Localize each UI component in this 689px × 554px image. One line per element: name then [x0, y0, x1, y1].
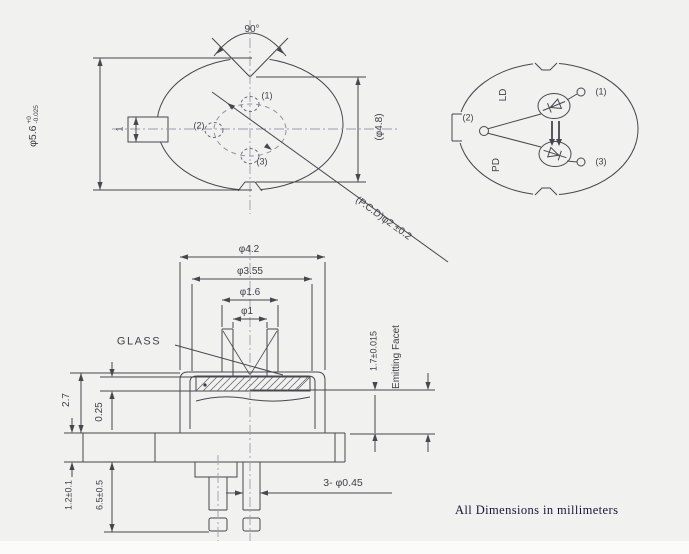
pinout-pin-label-2: (2) — [462, 112, 474, 123]
page-margin — [0, 541, 689, 554]
units-note: All Dimensions in millimeters — [455, 503, 619, 517]
dim-angle-label: 90° — [244, 24, 260, 35]
dim-lead-diameter-label: 3- φ0.45 — [323, 476, 363, 489]
emitting-facet-label: Emitting Facet — [391, 325, 402, 389]
pin-hole-2 — [205, 123, 223, 138]
pinout-pin-2 — [480, 127, 489, 136]
pinout-pin-label-1: (1) — [595, 86, 607, 97]
pinout-pin-1 — [577, 88, 585, 96]
light-arrows-icon — [549, 121, 562, 146]
dim-glass-offset-label: 0.25 — [94, 402, 105, 422]
outer-diameter-value: φ5.6 — [26, 125, 39, 147]
chip-dot — [203, 383, 206, 386]
glass-label: GLASS — [116, 335, 162, 348]
dim-aperture-diameter-label: φ1 — [240, 306, 254, 317]
pinout-drawing — [450, 58, 638, 200]
glass-window — [196, 377, 310, 391]
pd-label: PD — [491, 158, 502, 172]
pinout-pin-3 — [577, 158, 585, 166]
pin-label-3: (3) — [256, 156, 268, 167]
dim-cap-diameter-label: φ4.2 — [238, 244, 260, 255]
dim-lead-length-label: 6.5±0.5 — [94, 480, 105, 510]
dim-inner-cap-diameter-label: φ3.55 — [237, 266, 263, 277]
dim-cap-height-label: 2.7 — [61, 393, 72, 407]
pd-symbol — [539, 142, 571, 167]
dim-pcd-label: (P.C.D)φ2 ±0.2 — [353, 194, 414, 243]
outer-diameter-tolerance: +0 -0.025 — [26, 105, 40, 124]
dim-ref-diameter-label: (φ4.8) — [374, 113, 385, 141]
ld-label: LD — [498, 88, 509, 102]
pinout-pin-label-3: (3) — [595, 156, 607, 167]
dim-outer-diameter-label — [26, 105, 40, 147]
dim-window-diameter-label: φ1.6 — [239, 287, 261, 298]
pin-label-2: (2) — [193, 120, 205, 131]
ld-symbol — [538, 94, 570, 119]
dim-tab-width-label: 1 — [114, 126, 125, 132]
dim-flange-thickness-label: 1.2±0.1 — [63, 480, 74, 510]
dim-facet-height-label: 1.7±0.015 — [368, 331, 379, 371]
pin-label-1: (1) — [261, 90, 273, 101]
